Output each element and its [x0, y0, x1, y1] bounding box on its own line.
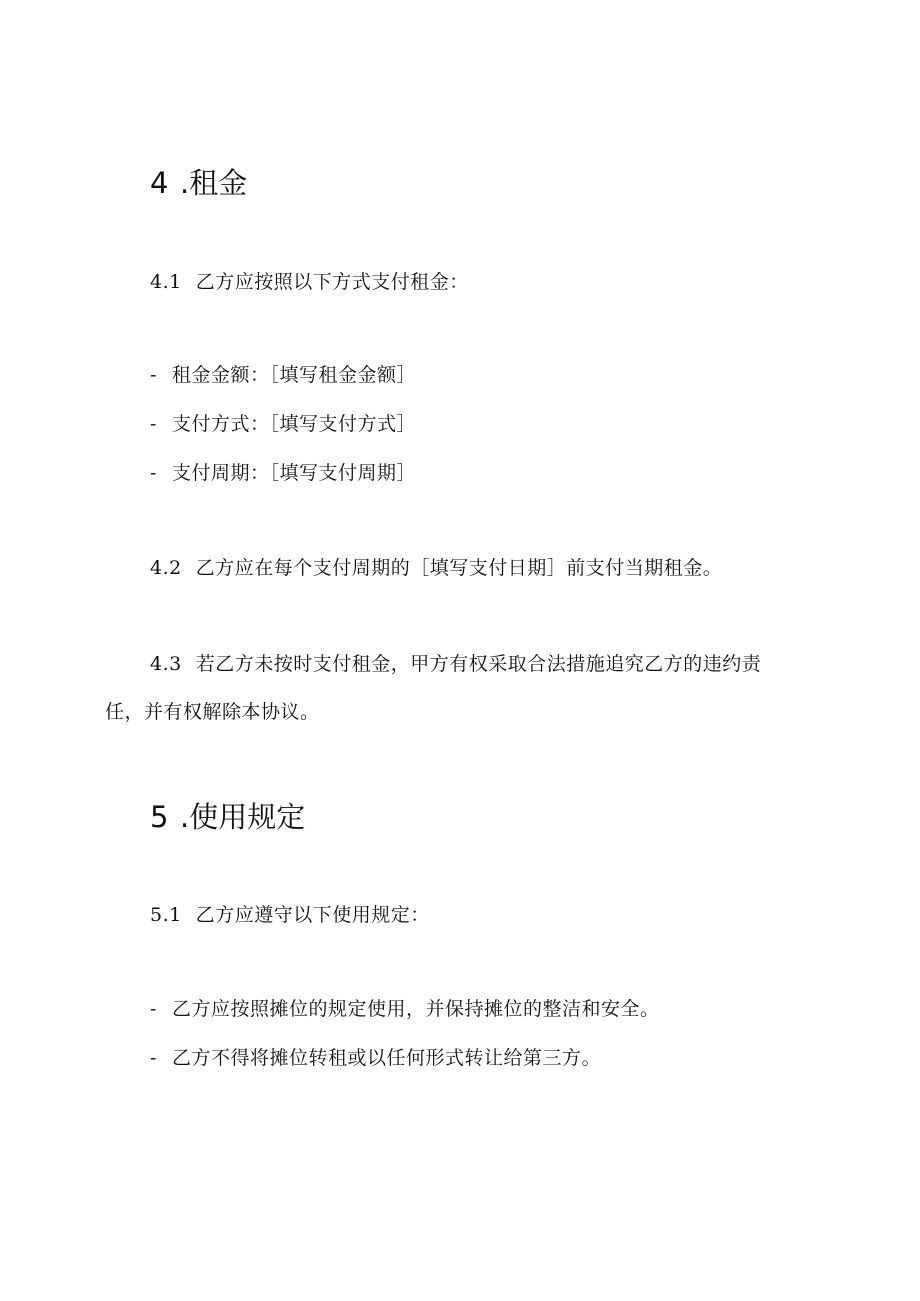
list-item [150, 458, 416, 488]
bullet-dash: - [150, 998, 157, 1020]
section-4-heading [150, 165, 247, 201]
section-4-title: .租金 [180, 166, 248, 200]
section-5-heading [150, 799, 305, 835]
section-4-number: 4 [150, 166, 169, 200]
clause-4-2-number: 4.2 [150, 557, 182, 579]
list-item [150, 994, 660, 1024]
clause-4-3-continuation [105, 697, 320, 727]
clause-5-1-text: 乙方应遵守以下使用规定： [195, 904, 430, 926]
clause-4-1-text: 乙方应按照以下方式支付租金： [195, 271, 469, 293]
bullet-dash: - [150, 413, 157, 435]
clause-5-1-number: 5.1 [150, 904, 182, 926]
bullet-text-usage-rule-1: 乙方应按照摊位的规定使用，并保持摊位的整洁和安全。 [172, 998, 660, 1020]
bullet-text-rent-amount: 租金金额：［填写租金金额］ [172, 364, 417, 386]
bullet-text-payment-method: 支付方式：［填写支付方式］ [172, 413, 417, 435]
clause-4-1-number: 4.1 [150, 271, 182, 293]
clause-4-2 [150, 553, 722, 583]
clause-4-2-text: 乙方应在每个支付周期的［填写支付日期］前支付当期租金。 [195, 557, 723, 579]
clause-4-3-text-line2: 任，并有权解除本协议。 [105, 701, 320, 723]
bullet-text-payment-cycle: 支付周期：［填写支付周期］ [172, 462, 417, 484]
clause-4-3-text-line1: 若乙方未按时支付租金，甲方有权采取合法措施追究乙方的违约责 [195, 653, 762, 675]
section-5-title: .使用规定 [180, 800, 306, 834]
bullet-dash: - [150, 462, 157, 484]
clause-4-3-number: 4.3 [150, 653, 182, 675]
bullet-dash: - [150, 364, 157, 386]
bullet-dash: - [150, 1047, 157, 1069]
clause-4-1 [150, 267, 469, 297]
clause-4-3 [150, 649, 761, 679]
list-item [150, 360, 416, 390]
bullet-text-usage-rule-2: 乙方不得将摊位转租或以任何形式转让给第三方。 [172, 1047, 602, 1069]
list-item [150, 409, 416, 439]
section-5-number: 5 [150, 800, 169, 834]
list-item [150, 1043, 601, 1073]
clause-5-1 [150, 900, 430, 930]
